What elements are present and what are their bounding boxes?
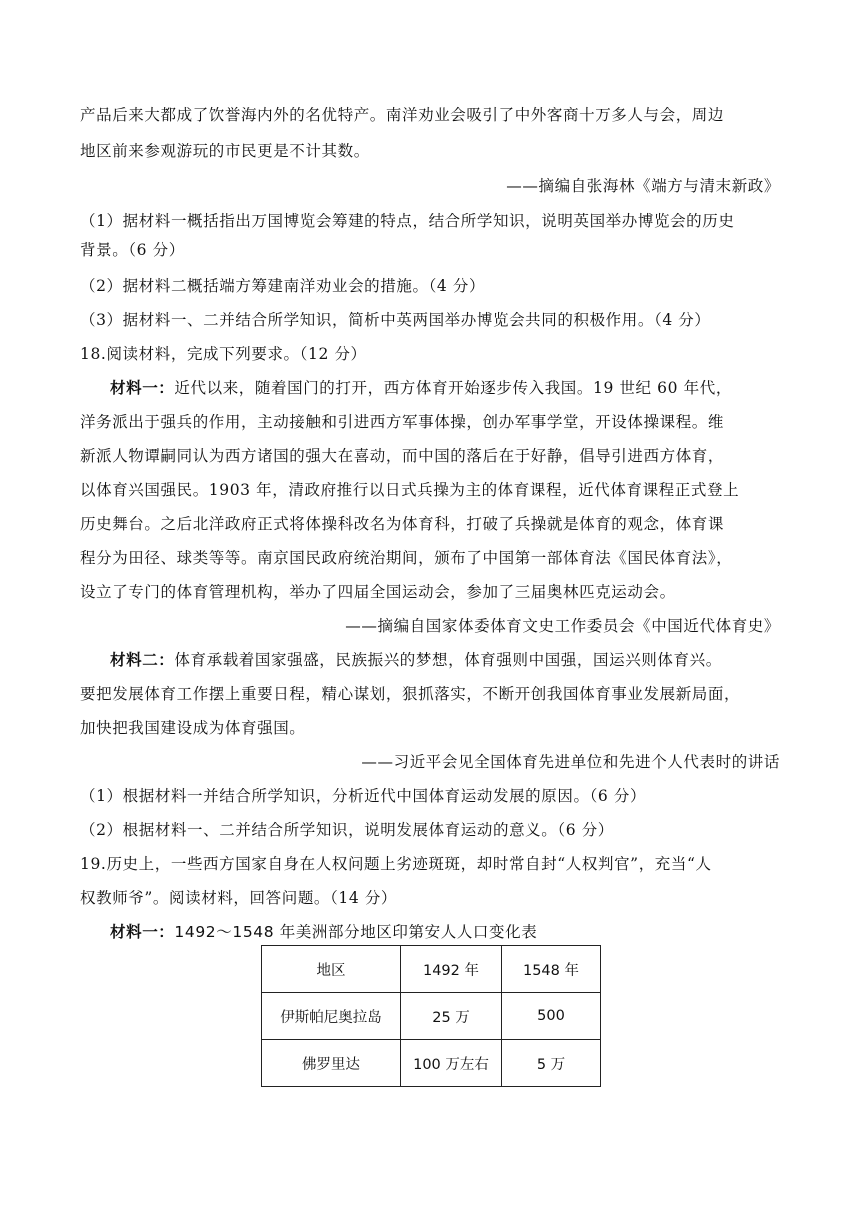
material-label: 材料一： [110, 923, 175, 941]
material-1-source: ——摘编自国家体委体育文史工作委员会《中国近代体育史》 [345, 617, 780, 635]
question-18-heading: 18.阅读材料，完成下列要求。（12 分） [80, 345, 367, 363]
material-1-line: 设立了专门的体育管理机构，举办了四届全国运动会，参加了三届奥林匹克运动会。 [80, 583, 676, 601]
material-2-line: 材料二：体育承载着国家强盛，民族振兴的梦想，体育强则中国强，国运兴则体育兴。 [110, 651, 722, 669]
table-cell: 100 万左右 [401, 1040, 502, 1087]
table-cell: 5 万 [502, 1040, 601, 1087]
material-1-line: 新派人物谭嗣同认为西方诸国的强大在喜动，而中国的落后在于好静，倡导引进西方体育， [80, 447, 725, 465]
table-row [262, 1040, 601, 1087]
question-17-2: （2）据材料二概括端方筹建南洋劝业会的措施。（4 分） [80, 277, 486, 295]
population-table [261, 945, 601, 1087]
table-header-row [262, 946, 601, 993]
table-cell: 佛罗里达 [262, 1040, 401, 1087]
table-row [262, 993, 601, 1040]
material-2-line: 要把发展体育工作摆上重要日程，精心谋划，狠抓落实，不断开创我国体育事业发展新局面， [80, 685, 741, 703]
material-label: 材料一： [110, 379, 175, 397]
material-1-caption: 材料一：1492～1548 年美洲部分地区印第安人人口变化表 [110, 923, 538, 941]
question-19-heading: 19.历史上，一些西方国家自身在人权问题上劣迹斑斑，却时常自封“人权判官”，充当“人 [80, 855, 712, 873]
material-1-line: 材料一：近代以来，随着国门的打开，西方体育开始逐步传入我国。19 世纪 60 年代， [110, 379, 732, 397]
material-1-line: 洋务派出于强兵的作用，主动接触和引进西方军事体操，创办军事学堂，开设体操课程。维 [80, 413, 725, 431]
table-header-cell: 地区 [262, 946, 401, 993]
table-header-cell: 1492 年 [401, 946, 502, 993]
passage-text: 产品后来大都成了饮誉海内外的名优特产。南洋劝业会吸引了中外客商十万多人与会，周边 [80, 106, 725, 124]
passage-source: ——摘编自张海林《端方与清末新政》 [506, 177, 780, 195]
question-19-heading-cont: 权教师爷”。阅读材料，回答问题。（14 分） [80, 889, 398, 907]
material-2-source: ——习近平会见全国体育先进单位和先进个人代表时的讲话 [361, 753, 780, 771]
question-18-2: （2）根据材料一、二并结合所学知识，说明发展体育运动的意义。（6 分） [80, 821, 614, 839]
material-1-line: 历史舞台。之后北洋政府正式将体操科改名为体育科，打破了兵操就是体育的观念，体育课 [80, 515, 725, 533]
question-18-1: （1）根据材料一并结合所学知识，分析近代中国体育运动发展的原因。（6 分） [80, 787, 647, 805]
question-17-1-cont: 背景。（6 分） [80, 241, 185, 259]
material-1-line: 以体育兴国强民。1903 年，清政府推行以日式兵操为主的体育课程，近代体育课程正式登上 [80, 481, 740, 499]
table-cell: 伊斯帕尼奥拉岛 [262, 993, 401, 1040]
table-cell: 25 万 [401, 993, 502, 1040]
material-2-line: 加快把我国建设成为体育强国。 [80, 719, 306, 737]
question-17-3: （3）据材料一、二并结合所学知识，简析中英两国举办博览会共同的积极作用。（4 分） [80, 311, 711, 329]
passage-text: 地区前来参观游玩的市民更是不计其数。 [80, 142, 370, 160]
material-label: 材料二： [110, 651, 175, 669]
material-1-line: 程分为田径、球类等等。南京国民政府统治期间，颁布了中国第一部体育法《国民体育法》， [80, 549, 733, 567]
table-cell: 500 [502, 993, 601, 1040]
table-header-cell: 1548 年 [502, 946, 601, 993]
question-17-1: （1）据材料一概括指出万国博览会筹建的特点，结合所学知识，说明英国举办博览会的历史 [80, 212, 735, 230]
